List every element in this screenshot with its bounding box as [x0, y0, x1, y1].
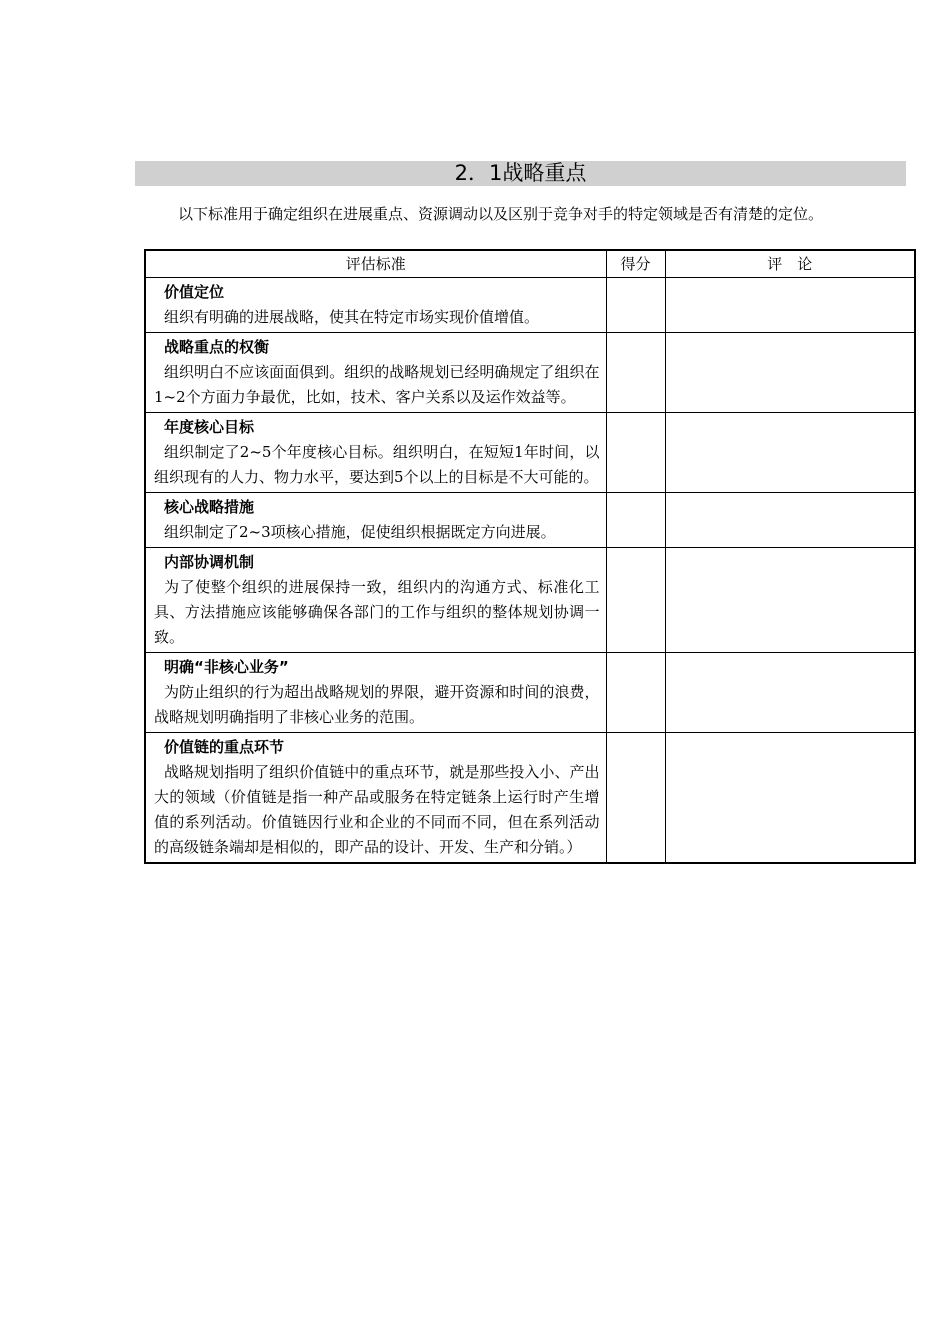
score-cell[interactable]	[606, 413, 665, 493]
criteria-title: 价值链的重点环节	[164, 738, 285, 756]
intro-paragraph: 以下标准用于确定组织在进展重点、资源调动以及区别于竞争对手的特定领域是否有清楚的定位。	[178, 205, 824, 223]
criteria-desc: 组织明白不应该面面俱到。组织的战略规划已经明确规定了组织在1~2个方面力争最优，比如，技术、客户关系以及运作效益等。	[154, 363, 600, 406]
criteria-cell	[145, 653, 606, 733]
criteria-cell	[145, 413, 606, 493]
criteria-desc: 组织制定了2~3项核心措施，促使组织根据既定方向进展。	[164, 523, 556, 541]
table-row	[145, 733, 915, 864]
criteria-cell	[145, 733, 606, 864]
criteria-desc: 组织制定了2~5个年度核心目标。组织明白，在短短1年时间，以组织现有的人力、物力水平，要达到5个以上的目标是不大可能的。	[154, 443, 600, 486]
criteria-title: 价值定位	[164, 283, 225, 301]
header-criteria: 评估标准	[145, 250, 606, 278]
table-header-row	[145, 250, 915, 278]
header-comment: 评 论	[665, 250, 915, 278]
score-cell[interactable]	[606, 548, 665, 653]
comment-cell[interactable]	[665, 493, 915, 548]
criteria-title: 内部协调机制	[164, 553, 255, 571]
criteria-cell	[145, 493, 606, 548]
criteria-title: 明确“非核心业务”	[164, 658, 289, 676]
evaluation-table	[144, 249, 916, 864]
criteria-title: 核心战略措施	[164, 498, 255, 516]
criteria-cell	[145, 333, 606, 413]
section-title: 2．1战略重点	[135, 161, 906, 186]
criteria-desc: 战略规划指明了组织价值链中的重点环节，就是那些投入小、产出大的领域（价值链是指一种产品或服务在特定链条上运行时产生增值的系列活动。价值链因行业和企业的不同而不同，但在系列活动的高级链条端却是相似的，即产品的设计、开发、生产和分销。）	[154, 763, 600, 856]
table-row	[145, 653, 915, 733]
comment-cell[interactable]	[665, 413, 915, 493]
criteria-title: 年度核心目标	[164, 418, 255, 436]
score-cell[interactable]	[606, 733, 665, 864]
table-row	[145, 548, 915, 653]
score-cell[interactable]	[606, 333, 665, 413]
score-cell[interactable]	[606, 653, 665, 733]
criteria-desc: 组织有明确的进展战略，使其在特定市场实现价值增值。	[164, 308, 540, 326]
table-row	[145, 413, 915, 493]
score-cell[interactable]	[606, 278, 665, 333]
comment-cell[interactable]	[665, 653, 915, 733]
criteria-cell	[145, 278, 606, 333]
criteria-desc: 为防止组织的行为超出战略规划的界限，避开资源和时间的浪费，战略规划明确指明了非核心业务的范围。	[154, 683, 600, 726]
score-cell[interactable]	[606, 493, 665, 548]
comment-cell[interactable]	[665, 278, 915, 333]
comment-cell[interactable]	[665, 733, 915, 864]
comment-cell[interactable]	[665, 333, 915, 413]
comment-cell[interactable]	[665, 548, 915, 653]
table-row	[145, 278, 915, 333]
table-row	[145, 333, 915, 413]
criteria-title: 战略重点的权衡	[164, 338, 270, 356]
criteria-desc: 为了使整个组织的进展保持一致，组织内的沟通方式、标准化工具、方法措施应该能够确保各部门的工作与组织的整体规划协调一致。	[154, 578, 600, 646]
header-score: 得分	[606, 250, 665, 278]
table-row	[145, 493, 915, 548]
criteria-cell	[145, 548, 606, 653]
